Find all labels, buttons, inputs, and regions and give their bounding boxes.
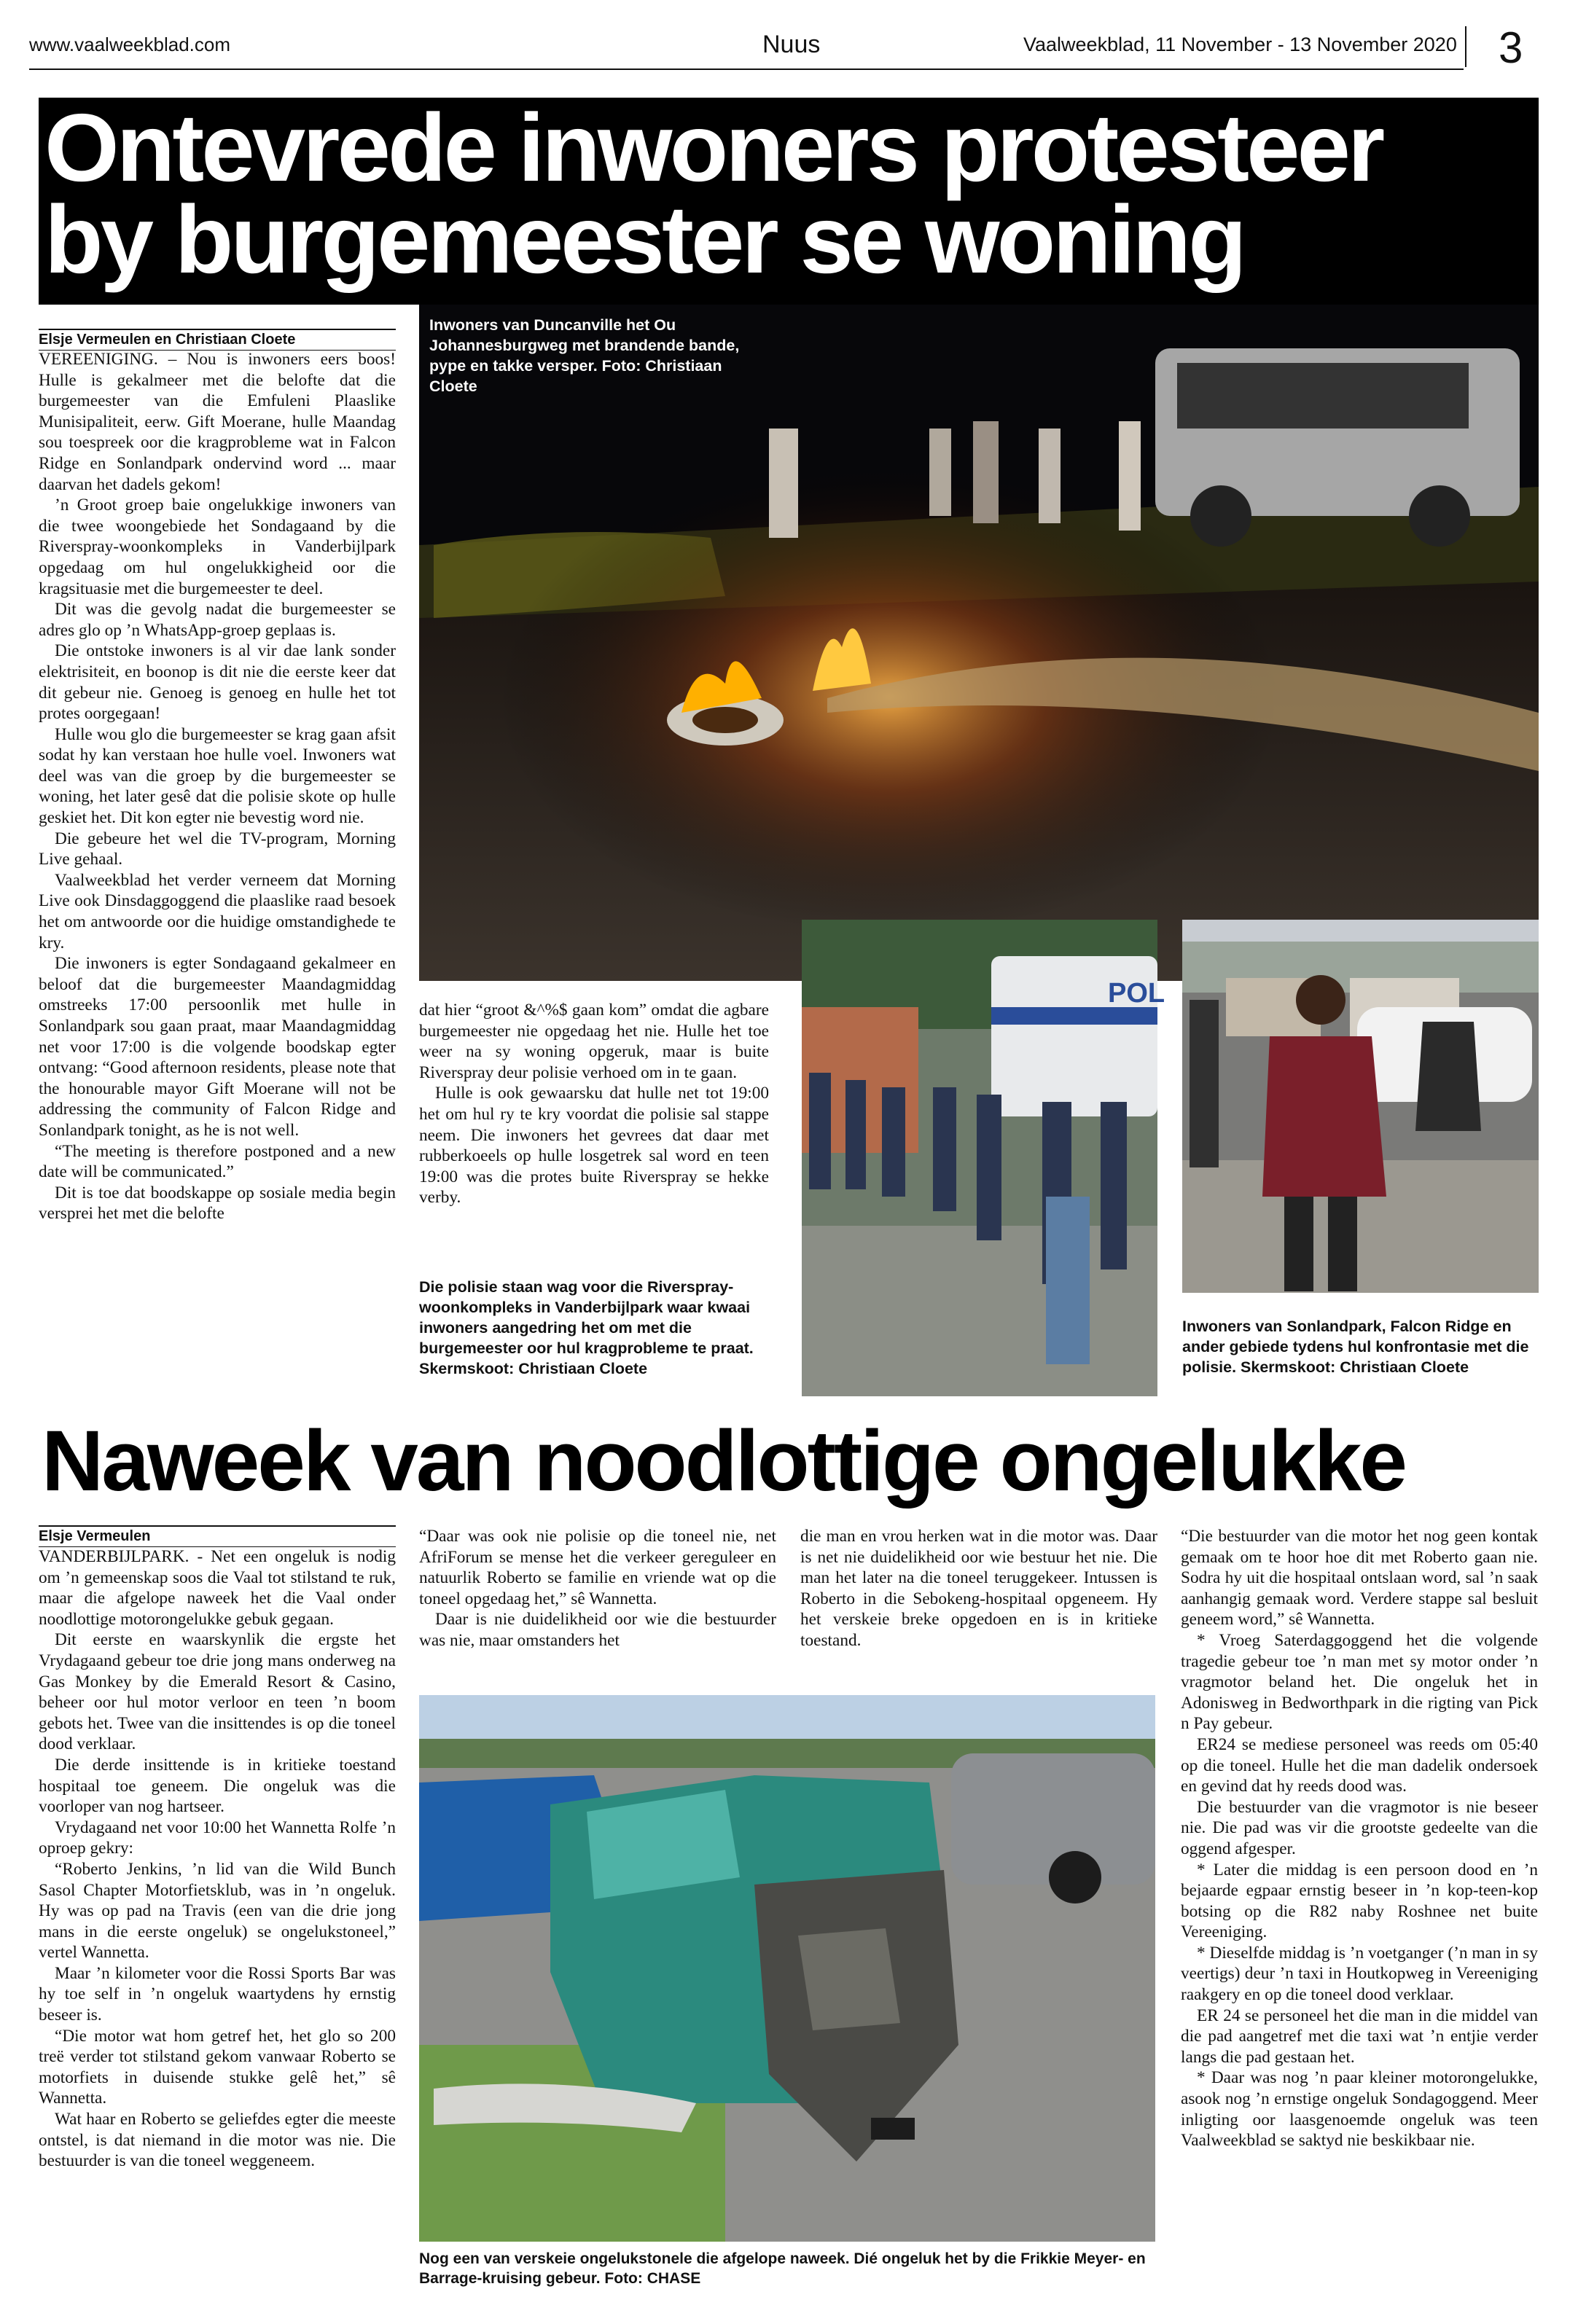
paragraph: VANDERBIJLPARK. - Net een ongeluk is nodig om ’n gemeenskap soos die Vaal tot stilstand te ruk, maar die afgelope naweek het die Vaal onder noodlottige motorongelukke gebuk gegaan. <box>39 1547 396 1629</box>
story1-headline-line1: Ontevrede inwoners protesteer <box>44 94 1383 201</box>
paragraph: Die inwoners is egter Sondagaand gekalmeer en beloof dat die burgemeester Maandagmiddag omstreeks 17:00 persoonlik met hulle in Sonlandpark sou gaan praat, maar Maandagmiddag net voor 17:00 is die volgende boodskap egter ontvang: “Good afternoon residents, please note that the honourable mayor Gift Moerane will not be addressing the community of Falcon Ridge and Sonlandpark tonight, as he is not well. <box>39 954 396 1140</box>
paragraph: * Daar was nog ’n paar kleiner motorongelukke, asook nog ’n ernstige ongeluk Sondagoggend. Meer inligting oor laasgenoemde ongeluk was teen Vaalweekblad se saktyd nie beskikbaar nie. <box>1181 2068 1538 2151</box>
paragraph: ’n Groot groep baie ongelukkige inwoners van die twee woongebiede het Sondagaand by die Riverspray-woonkompleks in Vanderbijlpark opgedaag om hul ongelukkigheid oor die kragsituasie met die burgemeester te deel. <box>39 496 396 598</box>
paragraph: “Daar was ook nie polisie op die toneel nie, net AfriForum se mense het die verkeer gereguleer en natuurlik Roberto se familie en vriende wat op die toneel opgedaag het,” sê Wannetta. <box>419 1527 776 1608</box>
paragraph: Dit eerste en waarskynlik die ergste het Vrydagaand gebeur toe drie jong mans onderweg na Gas Monkey by die Emerald Resort & Casino, beheer oor hul motor verloor en teen ’n boom gebots het. Twee van die insittendes is op die toneel dood verklaar. <box>39 1630 396 1754</box>
story1-column-2 <box>419 1000 769 1208</box>
story2-headline: Naweek van noodlottige ongelukke <box>42 1413 1406 1509</box>
paragraph: Daar is nie duidelikheid oor wie die bestuurder was nie, maar omstanders het <box>419 1610 776 1650</box>
paragraph: ER 24 se personeel het die man in die middel van die pad aangetref met die taxi wat ’n entjie verder langs die pad gestaan het. <box>1181 2006 1538 2067</box>
site-url: www.vaalweekblad.com <box>29 34 231 55</box>
paragraph: * Later die middag is een persoon dood en ’n bejaarde egpaar ernstig beseer in ’n kop-teen-kop botsing op die R82 naby Roshnee net buite Vereeniging. <box>1181 1860 1538 1942</box>
paragraph: Dit is toe dat boodskappe op sosiale media begin versprei het met die belofte <box>39 1183 396 1224</box>
protest-fire-caption: Inwoners van Duncanville het Ou Johannesburgweg met brandende bande, pype en takke versper. Foto: Christiaan Cloete <box>429 316 740 395</box>
protest-fire-photo <box>419 305 1539 981</box>
paragraph: Maar ’n kilometer voor die Rossi Sports Bar was hy toe self in ’n ongeluk waartydens hy ernstig beseer is. <box>39 1963 396 2025</box>
story1-headline-line2: by burgemeester se woning <box>44 186 1244 293</box>
story2-column-2 <box>419 1526 776 1651</box>
paragraph: Die gebeure het wel die TV-program, Morning Live gehaal. <box>39 829 396 869</box>
story1-headline <box>39 94 1539 293</box>
crash-photo <box>419 1695 1155 2242</box>
paragraph: Die derde insittende is in kritieke toestand hospitaal toe geneem. Die ongeluk was die voorloper van nog hartseer. <box>39 1755 396 1817</box>
paragraph: “The meeting is therefore postponed and a new date will be communicated.” <box>39 1141 396 1182</box>
residents-photo <box>1182 920 1539 1293</box>
paragraph: Wat haar en Roberto se geliefdes egter die meeste ontstel, is dat niemand in die motor was nie. Die bestuurder is van die toneel weggeneem. <box>39 2110 396 2171</box>
paragraph: Die ontstoke inwoners is al vir dae lank sonder elektrisiteit, en boonop is dit nie die eerste keer dat dit gebeur nie. Genoeg is genoeg en hulle het tot protes oorgegaan! <box>39 641 396 724</box>
crash-photo-caption: Nog een van verskeie ongelukstonele die afgelope naweek. Dié ongeluk het by die Frikkie Meyer- en Barrage-kruising gebeur. Foto: CHASE <box>419 2250 1146 2287</box>
header-divider <box>1465 26 1466 67</box>
paragraph: ER24 se mediese personeel was reeds om 05:40 op die toneel. Hulle het die man dadelik ondersoek en gevind dat hy reeds dood was. <box>1181 1734 1538 1796</box>
paragraph: die man en vrou herken wat in die motor was. Daar is net nie duidelikheid oor wie bestuur het nie. Die man het later na die toneel teruggekeer. Intussen is Roberto in die Sebokeng-hospitaal opgeneem. Hy het verskeie breke opgedoen en is in kritieke toestand. <box>800 1527 1157 1650</box>
paragraph: “Die bestuurder van die motor het nog geen kontak gemaak om te hoor hoe dit met Roberto gaan nie. Sodra hy uit die hospitaal ontslaan word, sal ’n saak aanhangig gemaak word. Verdere stappe sal besluit geneem word,” sê Wannetta. <box>1181 1527 1538 1629</box>
paragraph: dat hier “groot &^%$ gaan kom” omdat die agbare burgemeester nie opgedaag het nie. Hulle het toe weer na sy woning opgeruk, maar is buite Riverspray deur polisie verhoed om in te gaan. <box>419 1001 769 1082</box>
residents-photo-caption: Inwoners van Sonlandpark, Falcon Ridge en ander gebiede tydens hul konfrontasie met die polisie. Skermskoot: Christiaan Cloete <box>1182 1318 1529 1376</box>
police-photo-caption: Die polisie staan wag voor die Riverspray-woonkompleks in Vanderbijlpark waar kwaai inwoners aangedring het om met die burgemeester oor hul kragprobleme te praat. Skermskoot: Christiaan Cloete <box>419 1278 754 1377</box>
headline-banner <box>39 94 1539 305</box>
paragraph: Hulle is ook gewaarsku dat hulle net tot 19:00 het om hul ry te kry voordat die polisie sal stappe neem. Die inwoners het gevrees dat daar met rubberkoeels op hulle losgetrek sal word en teen 19:00 was die protes buite Riverspray se hekke verby. <box>419 1084 769 1208</box>
paragraph: VEREENIGING. – Nou is inwoners eers boos! Hulle is gekalmeer met die belofte dat die burgemeester van die Emfuleni Plaaslike Munisipaliteit, eerw. Gift Moerane, hulle Maandag sou toespreek oor die kragprobleme wat in Falcon Ridge en Sonlandpark ondervind word ... maar daarvan het dadels gekom! <box>39 350 396 494</box>
story2-column-1 <box>39 1546 396 2290</box>
header-rule <box>29 69 1464 70</box>
paragraph: Dit was die gevolg nadat die burgemeester se adres glo op ’n WhatsApp-groep geplaas is. <box>39 600 396 640</box>
story2-column-4 <box>1181 1526 1538 2296</box>
story2-byline: Elsje Vermeulen <box>39 1525 396 1547</box>
story1-column-1 <box>39 349 396 1407</box>
police-van-lettering: POL <box>1108 978 1165 1009</box>
paragraph: * Vroeg Saterdaggoggend het die volgende tragedie gebeur toe ’n man met sy motor onder ’n vragmotor beland het. Die ongeluk het in Adonisweg in Bedworthpark in die rigting van Pick n Pay gebeur. <box>1181 1630 1538 1734</box>
story2-column-3 <box>800 1526 1157 1651</box>
paragraph: Vrydagaand net voor 10:00 het Wannetta Rolfe ’n oproep gekry: <box>39 1818 396 1858</box>
paragraph: “Die motor wat hom getref het, het glo so 200 treë verder tot stilstand gekom vanwaar Roberto se motorfiets in duisende stukke gelê het,” sê Wannetta. <box>39 2026 396 2108</box>
paragraph: * Dieselfde middag is ’n voetganger (’n man in sy veertigs) deur ’n taxi in Houtkopweg in Vereeniging raakgery en op die toneel dood verklaar. <box>1181 1943 1538 2005</box>
paragraph: Vaalweekblad het verder verneem dat Morning Live ook Dinsdaggoggend die plaaslike raad besoek het om antwoorde oor die huidige omstandighede te kry. <box>39 870 396 952</box>
section-label: Nuus <box>762 31 821 58</box>
paragraph: Hulle wou glo die burgemeester se krag gaan afsit sodat hy kan verstaan hoe hulle voel. Inwoners wat deel was van die groep by die burgemeester se woning, het later gesê dat die polisie skote op hulle geskiet het. Dit kon egter nie bevestig word nie. <box>39 724 396 828</box>
paragraph: “Roberto Jenkins, ’n lid van die Wild Bunch Sasol Chapter Motorfietsklub, was in ’n ongeluk. Hy was op pad na Travis (een van die drie jong mans in die eerste ongeluk) se ongelukstoneel,” vertel Wannetta. <box>39 1859 396 1963</box>
police-photo <box>802 920 1165 1396</box>
story1-byline: Elsje Vermeulen en Christiaan Cloete <box>39 329 396 351</box>
page-number: 3 <box>1499 23 1523 72</box>
issue-date: Vaalweekblad, 11 November - 13 November 2020 <box>1023 34 1457 55</box>
paragraph: Die bestuurder van die vragmotor is nie beseer nie. Die pad was vir die grootste gedeelte van die oggend afgesper. <box>1181 1797 1538 1858</box>
